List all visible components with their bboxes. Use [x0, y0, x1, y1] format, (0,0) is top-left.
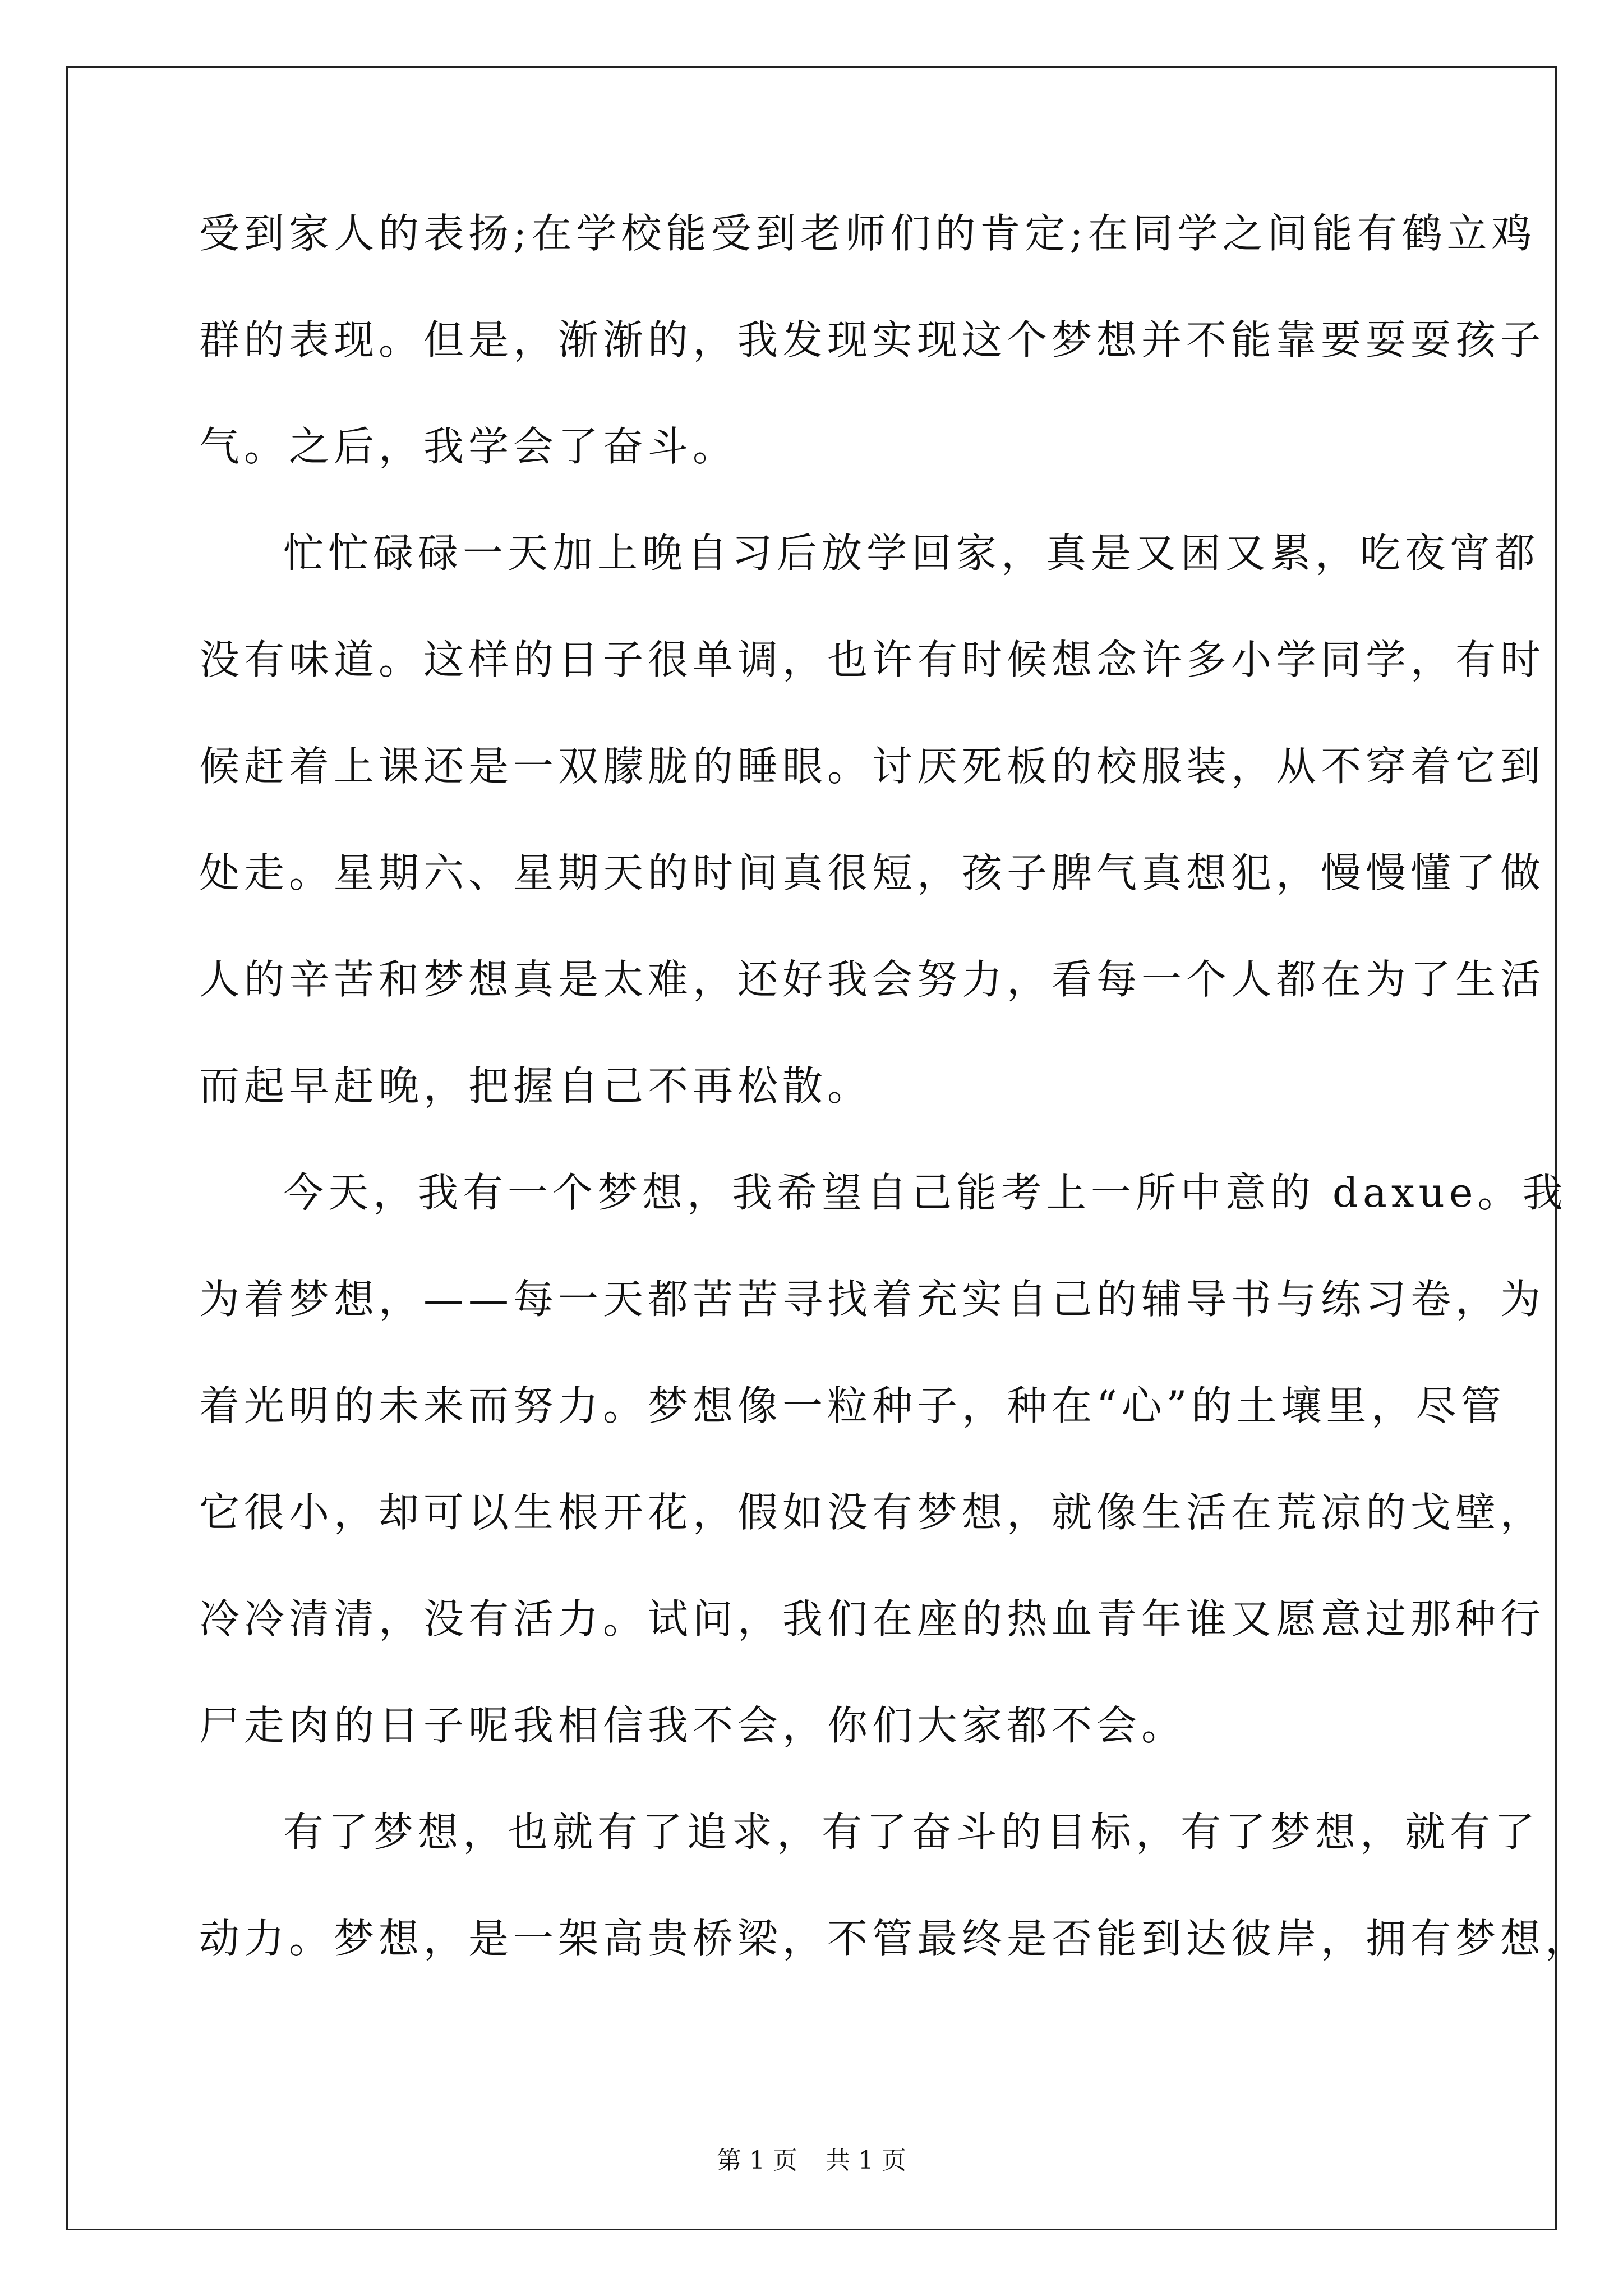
text-line: 气。之后，我学会了奋斗。 [199, 423, 738, 470]
text-line: 人的辛苦和梦想真是太难，还好我会努力，看每一个人都在为了生活 [199, 956, 1546, 1003]
document-body [199, 210, 1590, 2025]
text-line: 它很小，却可以生根开花，假如没有梦想，就像生活在荒凉的戈壁， [199, 1489, 1546, 1536]
text-line: 为着梦想，——每一天都苦苦寻找着充实自己的辅导书与练习卷，为 [199, 1276, 1546, 1323]
text-line: 受到家人的表扬;在学校能受到老师们的肯定;在同学之间能有鹤立鸡 [199, 210, 1537, 257]
text-line: 没有味道。这样的日子很单调，也许有时候想念许多小学同学，有时 [199, 636, 1546, 683]
text-line: 候赶着上课还是一双朦胧的睡眼。讨厌死板的校服装，从不穿着它到 [199, 743, 1546, 790]
text-line: 今天，我有一个梦想，我希望自己能考上一所中意的 daxue。我 [283, 1169, 1567, 1216]
text-line: 处走。星期六、星期天的时间真很短，孩子脾气真想犯，慢慢懂了做 [199, 849, 1546, 896]
text-line: 忙忙碌碌一天加上晚自习后放学回家，真是又困又累，吃夜宵都 [283, 530, 1540, 577]
text-line: 有了梦想，也就有了追求，有了奋斗的目标，有了梦想，就有了 [283, 1809, 1540, 1856]
page-number: 第 1 页 [717, 2146, 797, 2175]
text-line: 动力。梦想，是一架高贵桥梁，不管最终是否能到达彼岸，拥有梦想， [199, 1915, 1590, 1962]
text-line: 冷冷清清，没有活力。试问，我们在座的热血青年谁又愿意过那种行 [199, 1595, 1546, 1642]
text-line: 群的表现。但是，渐渐的，我发现实现这个梦想并不能靠要耍耍孩子 [199, 316, 1546, 364]
page-footer [0, 2148, 1623, 2173]
page-total: 共 1 页 [826, 2146, 906, 2175]
text-line: 尸走肉的日子呢我相信我不会，你们大家都不会。 [199, 1702, 1187, 1749]
text-line: 而起早赶晚，把握自己不再松散。 [199, 1062, 873, 1110]
text-line: 着光明的未来而努力。梦想像一粒种子，种在“心”的土壤里，尽管 [199, 1382, 1506, 1429]
